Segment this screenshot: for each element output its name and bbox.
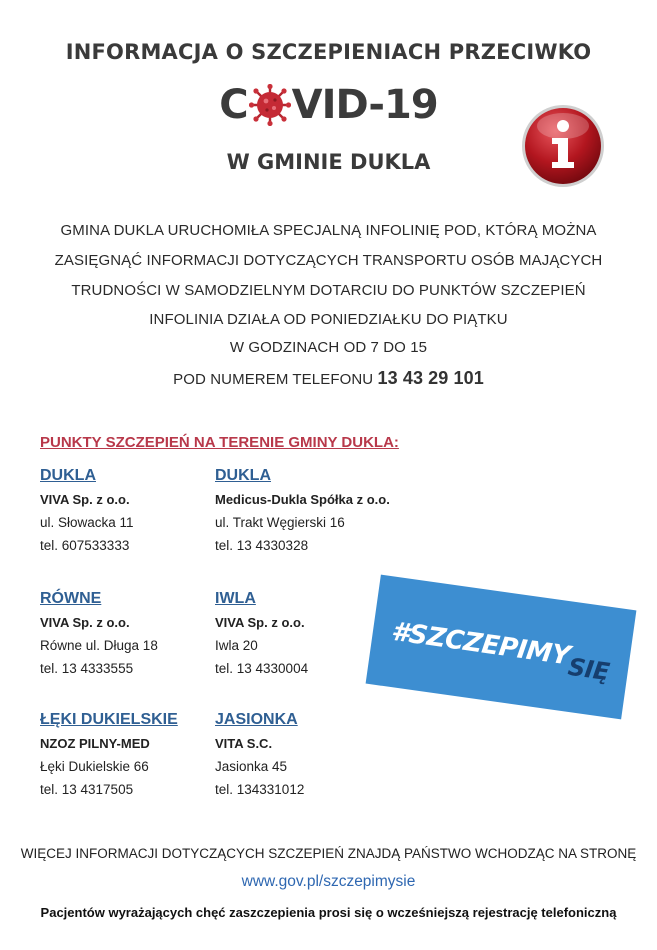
location-address: ul. Trakt Węgierski 16 <box>215 515 345 530</box>
banner-suffix: SIĘ <box>566 652 611 687</box>
page-subtitle: W GMINIE DUKLA <box>226 150 431 174</box>
location-address: Łęki Dukielskie 66 <box>40 759 149 774</box>
gov-link[interactable]: www.gov.pl/szczepimysie <box>241 873 416 890</box>
footer-more-info: WIĘCEJ INFORMACJI DOTYCZĄCYCH SZCZEPIEŃ ZNAJDĄ PAŃSTWO WCHODZĄC NA STRONĘ <box>20 846 637 861</box>
location-name: VITA S.C. <box>215 736 273 751</box>
phone-label: POD NUMEREM TELEFONU <box>173 371 374 388</box>
location-name: VIVA Sp. z o.o. <box>215 615 305 630</box>
location-phone: tel. 134331012 <box>215 782 305 797</box>
location-address: Iwla 20 <box>215 638 258 653</box>
location-phone: tel. 13 4330328 <box>215 538 309 553</box>
szczepimy-banner <box>366 575 637 720</box>
location-name: VIVA Sp. z o.o. <box>40 615 130 630</box>
covid-prefix: C <box>219 82 248 128</box>
location-card <box>215 590 308 676</box>
banner-text <box>389 616 613 687</box>
body-line: ZASIĘGNĄĆ INFORMACJI DOTYCZĄCYCH TRANSPORTU OSÓB MAJĄCYCH <box>54 252 603 269</box>
footer-note: Pacjentów wyrażających chęć zaszczepienia prosi się o wcześniejszą rejestrację telefoniczną <box>40 905 617 920</box>
body-line: GMINA DUKLA URUCHOMIŁA SPECJALNĄ INFOLINIĘ POD, KTÓRĄ MOŻNA <box>60 222 597 239</box>
body-line: TRUDNOŚCI W SAMODZIELNYM DOTARCIU DO PUNKTÓW SZCZEPIEŃ <box>71 282 586 299</box>
location-address: ul. Słowacka 11 <box>40 515 134 530</box>
virus-icon <box>249 84 291 126</box>
location-name: NZOZ PILNY-MED <box>40 736 150 751</box>
location-card <box>40 711 178 797</box>
location-town: DUKLA <box>40 467 96 484</box>
location-card <box>215 711 304 797</box>
location-town: ŁĘKI DUKIELSKIE <box>40 711 178 728</box>
location-name: VIVA Sp. z o.o. <box>40 492 130 507</box>
location-town: RÓWNE <box>40 590 102 607</box>
info-icon <box>521 104 605 188</box>
location-phone: tel. 13 4333555 <box>40 661 134 676</box>
body-line: INFOLINIA DZIAŁA OD PONIEDZIAŁKU DO PIĄTKU <box>149 311 508 328</box>
location-address: Jasionka 45 <box>215 759 288 774</box>
phone-number: 13 43 29 101 <box>377 368 484 388</box>
location-town: JASIONKA <box>215 711 298 728</box>
location-town: IWLA <box>215 590 256 607</box>
body-line: W GODZINACH OD 7 DO 15 <box>229 339 428 356</box>
location-phone: tel. 607533333 <box>40 538 130 553</box>
page-title: INFORMACJA O SZCZEPIENIACH PRZECIWKO <box>65 40 592 64</box>
location-card <box>40 467 134 553</box>
location-name: Medicus-Dukla Spółka z o.o. <box>215 492 390 507</box>
location-card <box>215 467 390 553</box>
location-phone: tel. 13 4317505 <box>40 782 134 797</box>
covid-suffix: VID-19 <box>291 82 438 128</box>
banner-main: #SZCZEPIMY <box>389 616 572 672</box>
location-card <box>40 590 158 676</box>
section-title: PUNKTY SZCZEPIEŃ NA TERENIE GMINY DUKLA: <box>40 434 399 451</box>
location-phone: tel. 13 4330004 <box>215 661 309 676</box>
location-town: DUKLA <box>215 467 271 484</box>
location-address: Równe ul. Długa 18 <box>40 638 158 653</box>
phone-line <box>0 368 657 389</box>
